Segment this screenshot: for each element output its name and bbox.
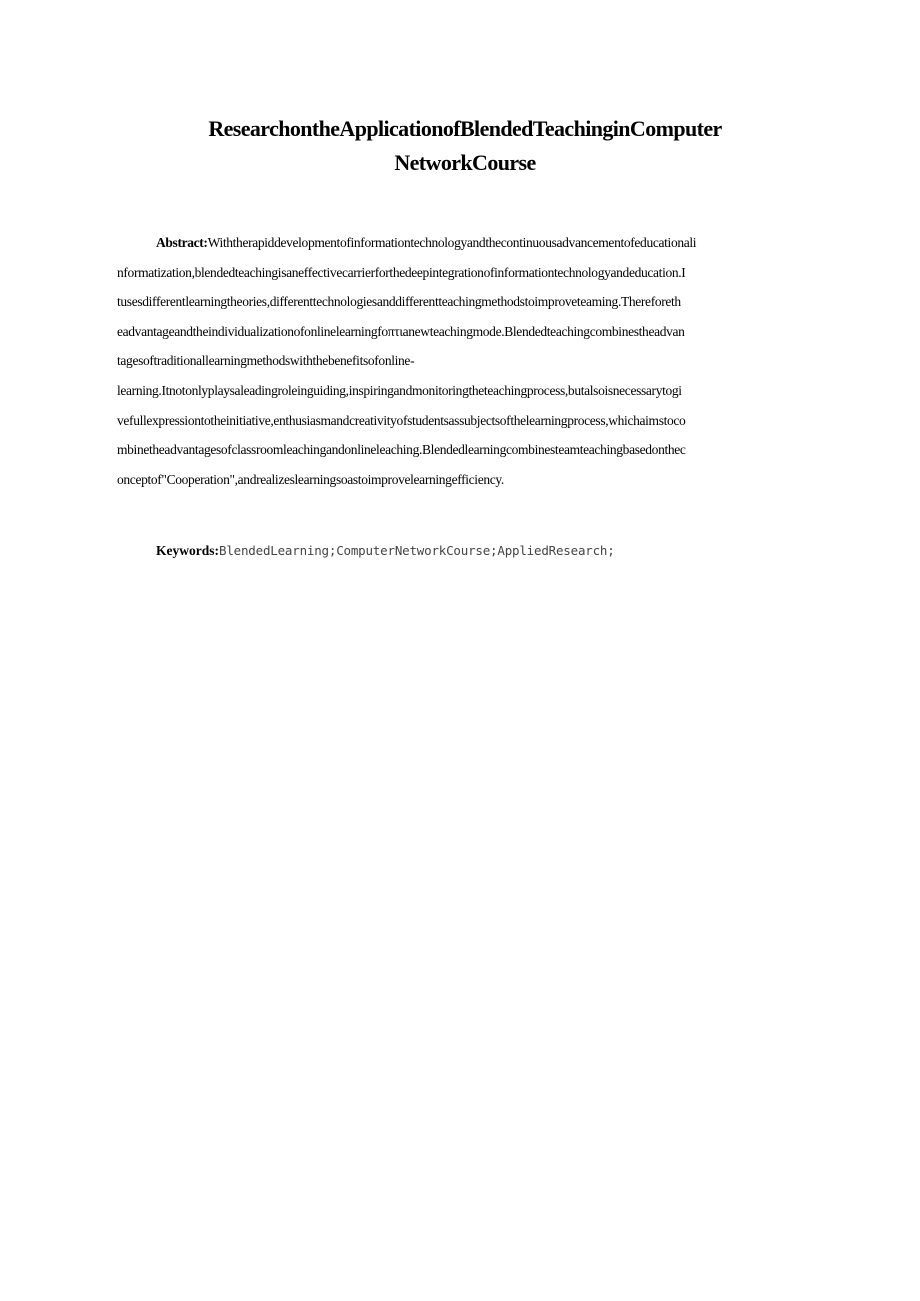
keywords-text: BlendedLearning;ComputerNetworkCourse;AppliedResearch;	[219, 543, 615, 558]
abstract-text: Withtherapiddevelopmentofinformationtechnologyandthecontinuousadvancementofeducationali	[207, 235, 697, 250]
abstract-line: nformatization,blendedteachingisaneffectivecarrierforthedeepintegrationofinformationtechnologyandeducation.I	[117, 264, 686, 280]
abstract-line: onceptof"Cooperation",andrealizeslearningsoastoimprovelearningefficiency.	[117, 471, 504, 487]
abstract-line: tagesoftraditionallearningmethodswiththebenefitsofonline-	[117, 353, 415, 369]
abstract-line: mbinetheadvantagesofclassroomleachingandonlineleaching.Blendedlearningcombinesteamteachingbasedonthec	[117, 442, 686, 458]
abstract-line: eadvantageandtheindividualizationofonlinelearningfoπτιanewteachingmode.Blendedteachingcombinestheadvan	[117, 323, 685, 339]
document-title	[110, 112, 820, 180]
abstract-line	[117, 228, 817, 258]
abstract-line: vefullexpressiontotheinitiative,enthusiasmandcreativityofstudentsassubjectsofthelearningprocess,whichaimstoco	[117, 412, 686, 428]
title-line-1: ResearchontheApplicationofBlendedTeachinginComputer	[208, 116, 722, 141]
title-line-2: NetworkCourse	[394, 150, 536, 175]
abstract-line: tusesdifferentlearningtheories,differenttechnologiesanddifferentteachingmethodstoimproveteaming.Thereforeth	[117, 294, 681, 310]
keywords-section	[156, 540, 615, 562]
abstract-label: Abstract:	[156, 235, 208, 250]
abstract-line: learning.Itnotonlyplaysaleadingroleinguiding,inspiringandmonitoringtheteachingprocess,butalsoisnecessarytogi	[117, 382, 682, 398]
abstract-section	[117, 228, 817, 494]
keywords-label: Keywords:	[156, 543, 219, 558]
